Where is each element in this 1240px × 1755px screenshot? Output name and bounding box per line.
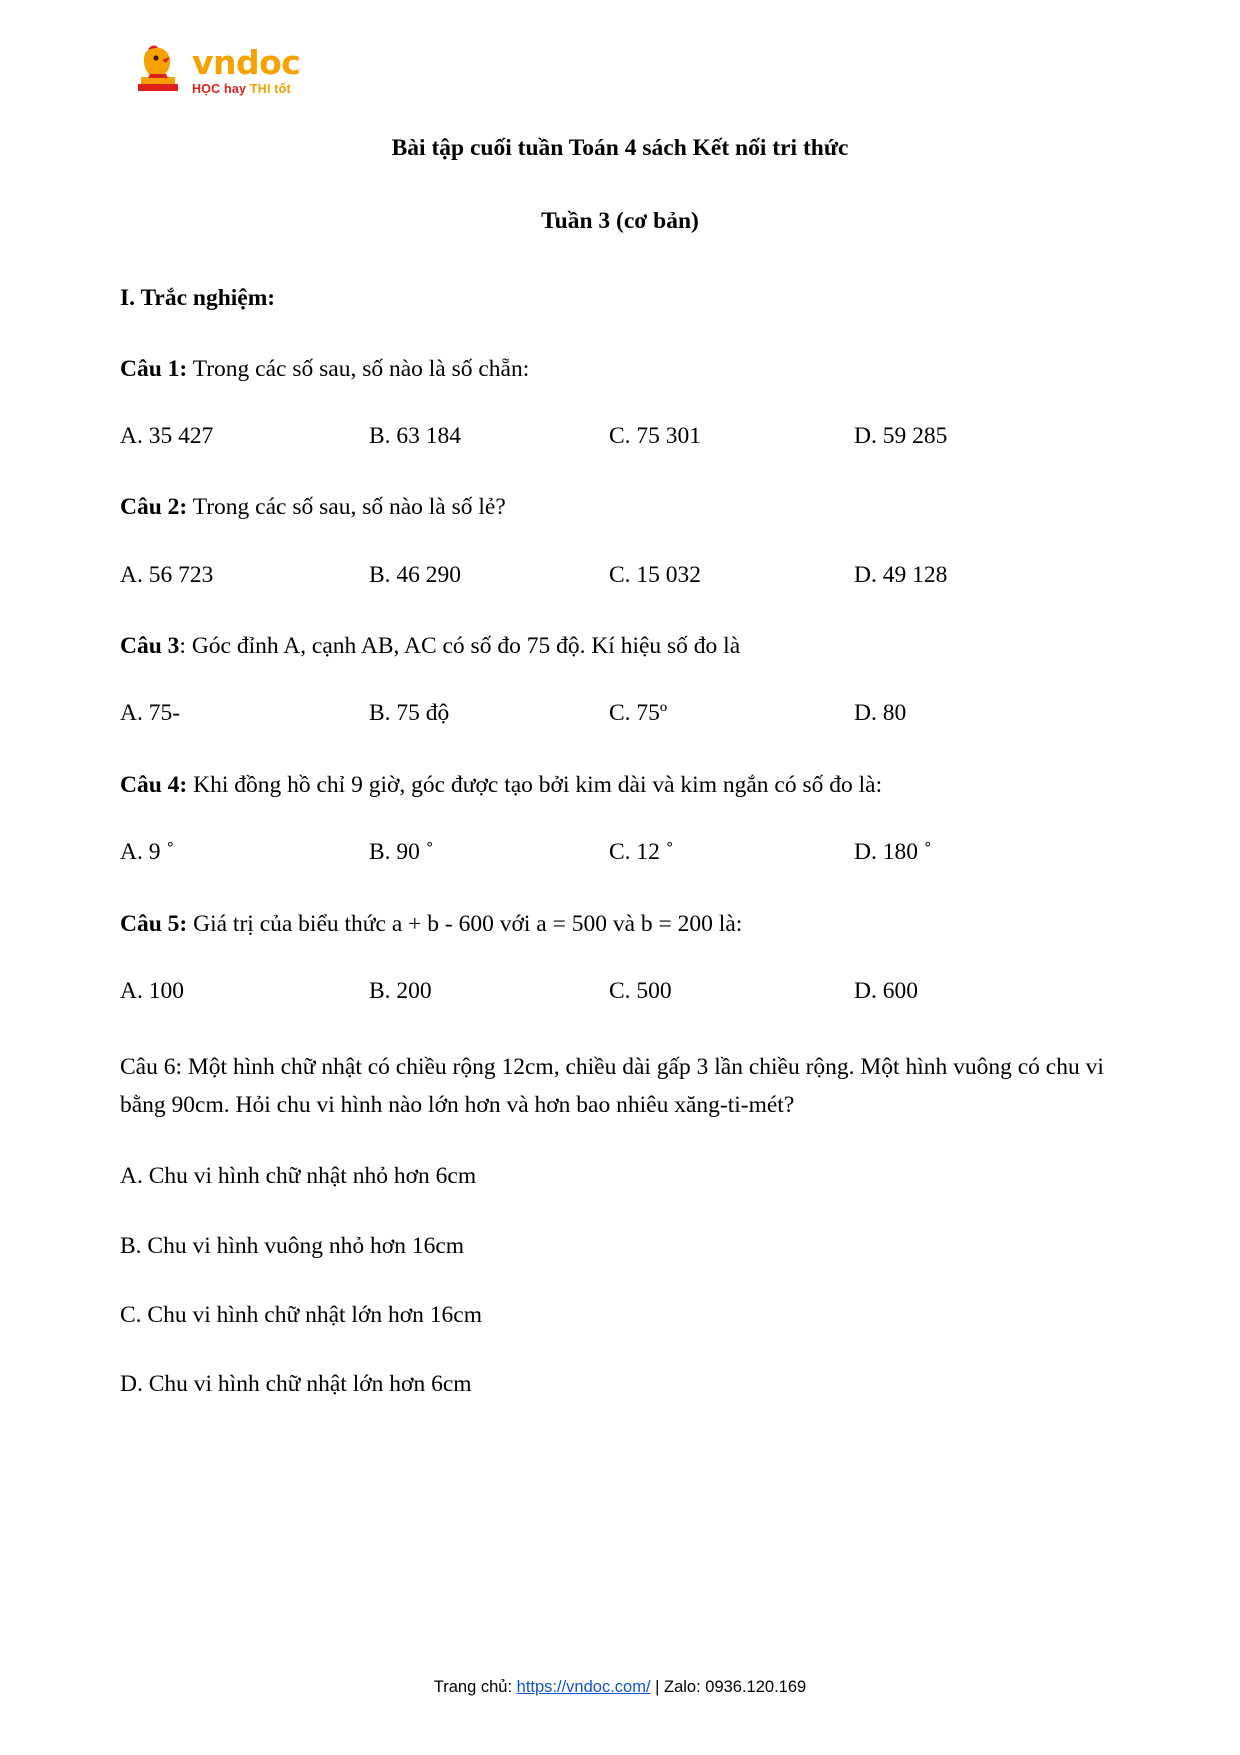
vndoc-tagline-red: HỌC hay: [192, 82, 247, 96]
question-3-option-a[interactable]: A. 75-: [120, 700, 181, 727]
question-5-label: Câu 5:: [120, 910, 188, 937]
question-2-option-a[interactable]: A. 56 723: [120, 561, 214, 588]
vndoc-logo-text: [192, 44, 300, 96]
question-1-option-b[interactable]: B. 63 184: [369, 423, 462, 450]
question-3-option-d[interactable]: D. 80: [854, 700, 907, 727]
question-3-text: : Góc đỉnh A, cạnh AB, AC có số đo 75 độ. Kí hiệu số đo là: [179, 633, 741, 660]
question-3-option-b[interactable]: B. 75 độ: [369, 700, 450, 727]
vndoc-logo-word: vndoc: [192, 43, 301, 82]
question-5-option-a[interactable]: A. 100: [120, 977, 184, 1004]
question-5-option-b[interactable]: B. 200: [369, 977, 432, 1004]
question-3: [120, 630, 1120, 663]
vndoc-logo: [132, 44, 1120, 114]
page-footer: [0, 1678, 1240, 1697]
question-4-option-c[interactable]: C. 12 ˚: [609, 839, 674, 866]
question-5-option-c[interactable]: C. 500: [609, 977, 672, 1004]
question-2-option-b[interactable]: B. 46 290: [369, 561, 462, 588]
footer-link[interactable]: https://vndoc.com/: [516, 1678, 651, 1696]
question-6-option-b[interactable]: B. Chu vi hình vuông nhỏ hơn 16cm: [120, 1232, 465, 1259]
question-1-label: Câu 1:: [120, 355, 188, 382]
question-2-option-c[interactable]: C. 15 032: [609, 561, 702, 588]
vndoc-logo-tagline: [192, 82, 300, 96]
question-6-text: Một hình chữ nhật có chiều rộng 12cm, chiều dài gấp 3 lần chiều rộng. Một hình vuông có chu vi bằng 90cm. Hỏi chu vi hình nào lớn hơn và hơn bao nhiêu xăng-ti-mét?: [120, 1054, 1104, 1119]
question-2-label: Câu 2:: [120, 494, 188, 521]
question-4: [120, 769, 1120, 802]
question-6-label: Câu 6:: [120, 1054, 183, 1081]
question-5: [120, 908, 1120, 941]
question-2-text: Trong các số sau, số nào là số lẻ?: [187, 494, 506, 521]
question-6: [120, 1048, 1120, 1124]
question-1-options: [120, 420, 1120, 453]
question-5-option-d[interactable]: D. 600: [854, 977, 918, 1004]
question-2-option-d[interactable]: D. 49 128: [854, 561, 948, 588]
question-4-label: Câu 4:: [120, 771, 188, 798]
section-heading: I. Trắc nghiệm:: [120, 284, 276, 311]
question-1-option-c[interactable]: C. 75 301: [609, 423, 702, 450]
question-2: [120, 491, 1120, 524]
question-1-option-a[interactable]: A. 35 427: [120, 423, 214, 450]
question-1-option-d[interactable]: D. 59 285: [854, 423, 948, 450]
page-title: Bài tập cuối tuần Toán 4 sách Kết nối tri thức: [391, 135, 849, 161]
question-1: [120, 353, 1120, 386]
question-4-option-b[interactable]: B. 90 ˚: [369, 839, 434, 866]
question-6-option-d[interactable]: D. Chu vi hình chữ nhật lớn hơn 6cm: [120, 1371, 472, 1398]
question-4-text: Khi đồng hồ chỉ 9 giờ, góc được tạo bởi kim dài và kim ngắn có số đo là:: [187, 771, 883, 798]
question-4-option-d[interactable]: D. 180 ˚: [854, 839, 932, 866]
question-1-text: Trong các số sau, số nào là số chẵn:: [187, 355, 530, 382]
vndoc-logo-icon: [132, 44, 184, 94]
question-4-option-a[interactable]: A. 9 ˚: [120, 839, 175, 866]
question-5-options: [120, 975, 1120, 1008]
question-6-option-a[interactable]: A. Chu vi hình chữ nhật nhỏ hơn 6cm: [120, 1163, 477, 1190]
question-4-options: [120, 836, 1120, 869]
page-subtitle: Tuần 3 (cơ bản): [541, 207, 699, 234]
question-6-option-c[interactable]: C. Chu vi hình chữ nhật lớn hơn 16cm: [120, 1302, 483, 1329]
footer-prefix: Trang chủ:: [433, 1678, 517, 1696]
question-3-label: Câu 3: [120, 633, 180, 660]
question-2-options: [120, 559, 1120, 592]
question-3-options: [120, 697, 1120, 730]
vndoc-tagline-orange: THI tốt: [249, 82, 291, 96]
footer-suffix: | Zalo: 0936.120.169: [650, 1678, 807, 1696]
question-5-text: Giá trị của biểu thức a + b - 600 với a = 500 và b = 200 là:: [187, 910, 743, 937]
question-3-option-c[interactable]: C. 75º: [609, 700, 668, 727]
